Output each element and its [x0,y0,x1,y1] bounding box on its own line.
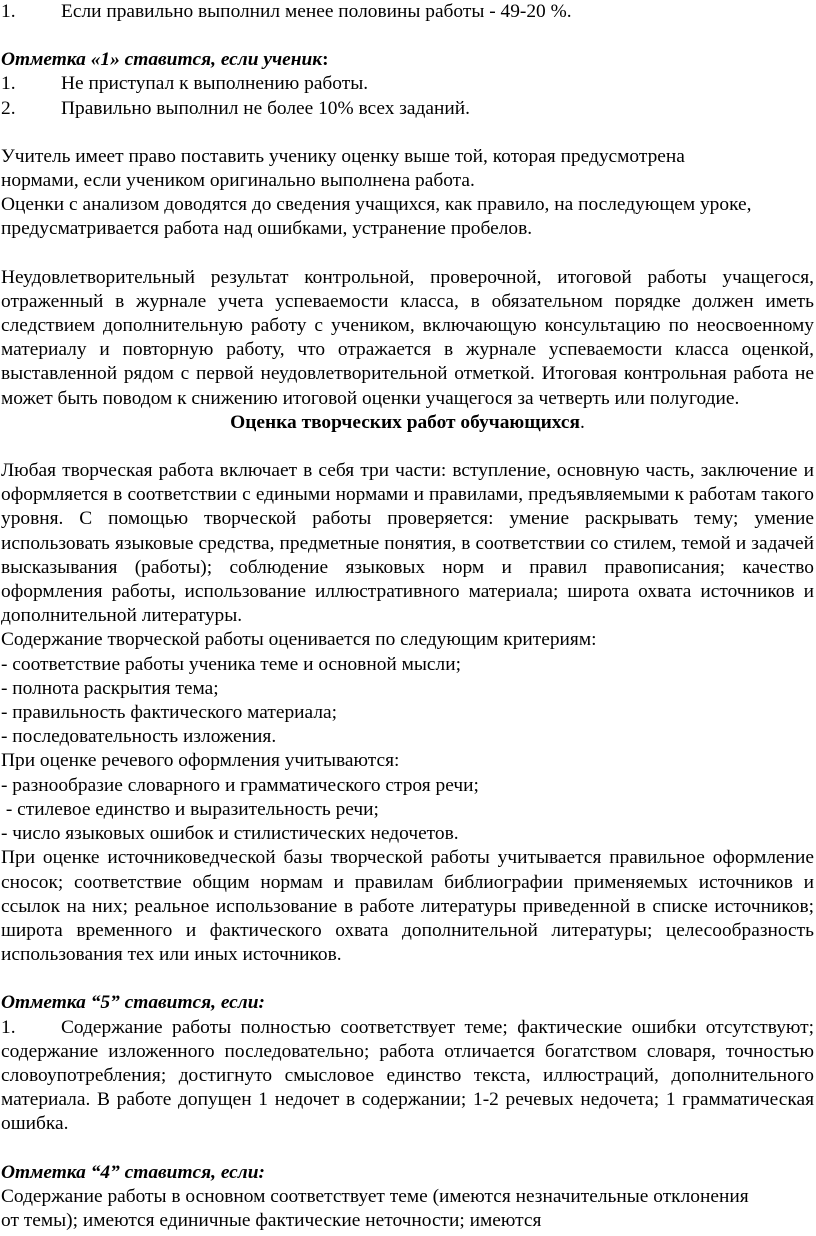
section-title-period: . [580,411,585,433]
mark4-line: от темы); имеются единичные фактические неточности; имеются [1,1209,542,1231]
mark1-heading-line [1,48,814,72]
item-number: 1. [1,1,16,22]
speech-item: - разнообразие словарного и грамматического строя речи; [1,774,479,796]
item-number: 1. [1,1016,16,1038]
feedback-line: предусматривается работа над ошибками, устранение пробелов. [1,218,533,240]
creative-paragraph: Любая творческая работа включает в себя три части: вступление, основную часть, заключение и оформляется в соответствии с едиными нормами и правилами, предъявляемыми к работам такого уровня. С помощью творческой работы проверяется: умение раскрывать тему; умение использовать языковые средства, предметные понятия, в соответствии со стилем, темой и задачей высказывания (работы); соблюдение языковых норм и правил правописания; качество оформления работы, использование иллюстративного материала; широта охвата источников и дополнительной литературы. [1,460,814,627]
teacher-line: нормами, если учеником оригинально выполнена работа. [1,170,475,192]
item-number: 1. [1,73,16,95]
mark4-line: Содержание работы в основном соответствует теме (имеются незначительные отклонения [1,1185,749,1207]
mark4-heading: Отметка “4” ставится, если: [1,1161,265,1183]
feedback-line: Оценки с анализом доводятся до сведения учащихся, как правило, на последующем уроке, [1,194,752,216]
teacher-line: Учитель имеет право поставить ученику оценку выше той, которая предусмотрена [1,145,685,167]
item-text: Не приступал к выполнению работы. [61,73,369,95]
mark5-criteria [1,1016,814,1137]
mark1-heading: Отметка «1» ставится, если ученик [1,49,323,71]
speech-item: - стилевое единство и выразительность речи; [1,798,379,820]
sources-paragraph: При оценке источниковедческой базы творческой работы учитывается правильное оформление сносок; соответствие общим нормам и правилам библиографии применяемых источников и ссылок на них; реальное использование в работе литературы приведенной в списке источников; широта временного и фактического охвата дополнительной литературы; целесообразность использования тех или иных источников. [1,847,814,966]
criteria-item: - полнота раскрытия тема; [1,677,219,699]
speech-intro: При оценке речевого оформления учитываются: [1,750,400,772]
criteria-item: - правильность фактического материала; [1,702,337,724]
item-text: Содержание работы полностью соответствует теме; фактические ошибки отсутствуют; содержание изложенного последовательно; работа отличается богатством словаря, точностью словоупотребления; достигнуто смысловое единство текста, иллюстраций, дополнительного материала. В работе допущен 1 недочет в содержании; 1-2 речевых недочета; 1 грамматическая ошибка. [1,1016,814,1135]
criteria-item: - последовательность изложения. [1,726,277,748]
speech-item: - число языковых ошибок и стилистических недочетов. [1,823,459,845]
list-item [1,0,814,24]
section-title-line [1,411,814,435]
list-item [1,97,814,121]
item-number: 2. [1,97,16,119]
unsatisfactory-paragraph: Неудовлетворительный результат контрольной, проверочной, итоговой работы учащегося, отраженный в журнале учета успеваемости класса, в обязательном порядке должен иметь следствием дополнительную работу с учеником, включающую консультацию по неосвоенному материалу и повторную работу, что отражается в журнале успеваемости класса оценкой, выставленной рядом с первой неудовлетворительной отметкой. Итоговая контрольная работа не может быть поводом к снижению итоговой оценки учащегося за четверть или полугодие. [1,266,814,409]
section-title: Оценка творческих работ обучающихся [230,411,581,433]
item-text: Правильно выполнил не более 10% всех заданий. [61,97,470,119]
heading-colon: : [322,49,329,71]
criteria-item: - соответствие работы ученика теме и основной мысли; [1,653,461,675]
mark5-heading: Отметка “5” ставится, если: [1,992,265,1014]
criteria-intro: Содержание творческой работы оценивается по следующим критериям: [1,629,597,651]
item-text: Если правильно выполнил менее половины работы - 49-20 %. [61,1,572,22]
list-item [1,72,814,96]
